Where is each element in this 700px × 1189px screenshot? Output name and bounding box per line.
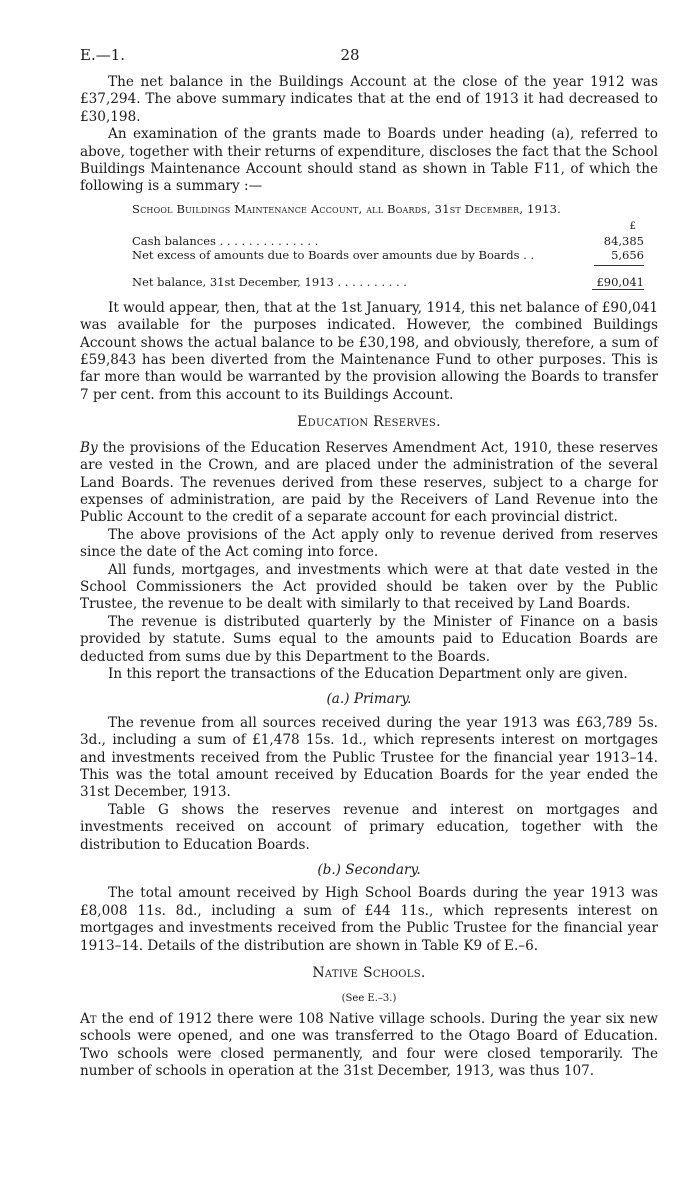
summary-net-leader: . . . . . . . . . . [333, 274, 407, 289]
heading-native-schools: Native Schools. [312, 965, 426, 982]
summary-row [132, 234, 644, 248]
paragraph-report-scope: In this report the transactions of the Education Department only are given. [108, 665, 628, 682]
paragraph-diverted-funds: It would appear, then, that at the 1st January, 1914, this net balance of £90,041 was available for the purposes indicated. However, the combined Buildings Account shows the actual balance to be £30,198, and obviously, therefore, a sum of £59,843 has been diverted from the Maintenance Fund to other purposes. This is far more than would be warranted by the provision allowing the Boards to transfer 7 per cent. from this account to its Buildings Account. [80, 299, 658, 403]
paragraph-examination: An examination of the grants made to Boards under heading (a), referred to above, together with their returns of expenditure, discloses the fact that the School Buildings Maintenance Account should stand as shown in Table F11, of which the following is a summary :— [80, 126, 658, 195]
summary-net-label: Net balance, 31st December, 1913 [132, 274, 334, 289]
heading-secondary: (b.) Secondary. [317, 862, 421, 879]
heading-primary: (a.) Primary. [326, 691, 412, 708]
paragraph-primary-revenue: The revenue from all sources received during the year 1913 was £63,789 5s. 3d., including a sum of £1,478 15s. 1d., which represents interest on mortgages and investments received from the Public Trustee for the financial year 1913–14. This was the total amount received by Education Boards for the year ended the 31st December, 1913. [80, 714, 658, 801]
summary-unit: £ [629, 220, 636, 232]
paragraph-native-schools: At the end of 1912 there were 108 Native village schools. During the year six new schools were opened, and one was transferred to the Otago Board of Education. Two schools were closed permanently, and four were closed temporarily. The number of schools in operation at the 31st December, 1913, was thus 107. [80, 1010, 658, 1080]
summary-net-row [132, 275, 644, 290]
summary-row [132, 248, 644, 262]
paragraph-funds-mortgages: All funds, mortgages, and investments which were at that date vested in the School Commissioners the Act provided should be taken over by the Public Trustee, the revenue to be dealt with similarly to that received by Land Boards. [80, 561, 658, 613]
summary-row-amount: 5,656 [611, 247, 644, 262]
summary-row-leader: . . [519, 247, 535, 262]
summary-row-label: Cash balances [132, 233, 216, 248]
paragraph-secondary-revenue: The total amount received by High School Boards during the year 1913 was £8,008 11s. 8d., including a sum of £44 11s., which represents interest on mortgages and investments received from the Public Trustee for the financial year 1913–14. Details of the distribution are shown in Table K9 of E.–6. [80, 885, 658, 954]
opening-word: By [80, 439, 98, 456]
summary-title: School Buildings Maintenance Account, all Boards, 31st December, 1913. [132, 201, 561, 216]
page-number: 28 [340, 46, 360, 64]
see-reference: (See E.–3.) [341, 993, 397, 1005]
summary-net-amount: £90,041 [592, 275, 644, 290]
opening-word: At [80, 1010, 97, 1027]
paragraph-revenue-distribution: The revenue is distributed quarterly by the Minister of Finance on a basis provided by statute. Sums equal to the amounts paid to Education Boards are deducted from sums due by this Department to the Boards. [80, 613, 658, 665]
summary-row-label: Net excess of amounts due to Boards over amounts due by Boards [132, 247, 520, 262]
summary-row-amount: 84,385 [603, 233, 644, 248]
page-body [80, 74, 658, 1081]
paragraph-table-g: Table G shows the reserves revenue and interest on mortgages and investments received on account of primary education, together with the distribution to Education Boards. [80, 801, 658, 853]
paragraph-act-provisions: The above provisions of the Act apply only to revenue derived from reserves since the date of the Act coming into force. [80, 526, 658, 561]
summary-row-leader: . . . . . . . . . . . . . . [215, 233, 319, 248]
maintenance-summary-table [132, 202, 644, 290]
report-code: E.—1. [80, 46, 126, 64]
summary-rule [132, 262, 644, 269]
paragraph-reserves-act: By the provisions of the Education Reserves Amendment Act, 1910, these reserves are vested in the Crown, and are placed under the administration of the several Land Boards. The revenues derived from these reserves, subject to a charge for expenses of administration, are paid by the Receivers of Land Revenue into the Public Account to the credit of a separate account for each provincial district. [80, 439, 658, 526]
heading-education-reserves: Education Reserves. [297, 414, 441, 431]
paragraph-net-balance: The net balance in the Buildings Account at the close of the year 1912 was £37,294. The above summary indicates that at the end of 1913 it had decreased to £30,198. [80, 74, 658, 125]
